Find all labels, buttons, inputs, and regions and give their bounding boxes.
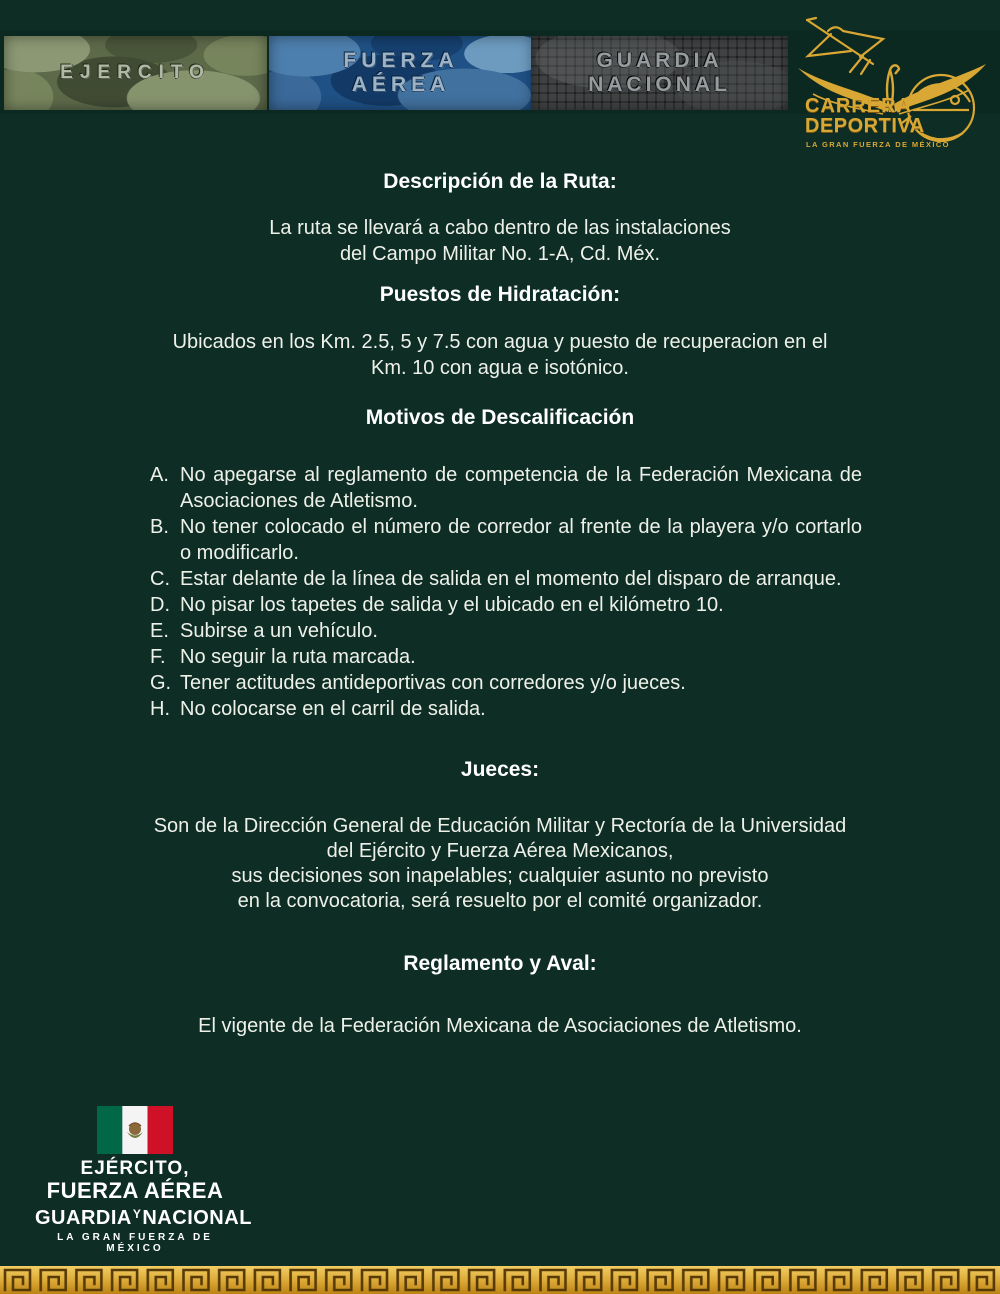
section-title-ruta: Descripción de la Ruta: [383,170,617,193]
banner-fuerza-aerea-line2: AÉREA [351,73,451,96]
banner-guardia-nacional [531,36,788,110]
org-line2: FUERZA AÉREA [46,1178,224,1203]
banner-guardia-nacional-line1: GUARDIA [596,49,723,72]
section-title-motivos: Motivos de Descalificación [365,406,635,429]
disqualification-item-e [150,618,862,644]
banner-fuerza-aerea-label [269,36,533,110]
item-text: No colocarse en el carril de salida. [180,698,486,720]
greek-key-border [0,1266,1000,1294]
item-marker: F. [150,646,166,668]
disqualification-list [150,462,862,722]
section-body-ruta [0,215,1000,267]
banner-ejercito-text: EJERCITO [60,62,211,83]
section-body-jueces [0,814,1000,914]
item-text: No seguir la ruta marcada. [180,646,416,668]
item-text: No apegarse al reglamento de competencia de la Federación Mexicana de Asociaciones de Atletismo. [180,464,862,512]
banner-guardia-nacional-line2: NACIONAL [588,73,731,96]
logo-title-line1: CARRERA [805,95,912,117]
jet-icon [807,18,883,74]
section-body-hidratacion [0,329,1000,381]
item-text: Subirse a un vehículo. [180,620,378,642]
logo-title-line2: DEPORTIVA [805,115,925,137]
jueces-line4: en la convocatoria, será resuelto por el comité organizador. [237,890,763,912]
jueces-line3: sus decisiones son inapelables; cualquier asunto no previsto [231,865,769,887]
item-text: Estar delante de la línea de salida en el momento del disparo de arranque. [180,568,842,590]
jueces-line1: Son de la Dirección General de Educación Militar y Rectoría de la Universidad [153,815,847,837]
item-marker: G. [150,672,172,694]
item-marker: E. [150,620,169,642]
disqualification-item-g [150,670,862,696]
org-line3-guardia: GUARDIA [35,1207,132,1229]
org-line1: EJÉRCITO, [80,1158,190,1179]
disqualification-item-h [150,696,862,722]
disqualification-item-c [150,566,862,592]
section-body-reglamento [0,1013,1000,1039]
item-text: No tener colocado el número de corredor al frente de la playera y/o cortarlo o modificarlo. [180,516,862,564]
org-tagline: LA GRAN FUERZA DE MÉXICO [57,1232,213,1254]
banner-ejercito [4,36,267,110]
banner-fuerza-aerea [269,36,533,110]
org-line3 [35,1203,252,1229]
item-marker: B. [150,516,169,538]
hidratacion-line1: Ubicados en los Km. 2.5, 5 y 7.5 con agua y puesto de recuperacion en el [172,331,828,353]
ruta-line1: La ruta se llevará a cabo dentro de las instalaciones [269,217,731,239]
item-text: No pisar los tapetes de salida y el ubicado en el kilómetro 10. [180,594,724,616]
org-line3-nacional: NACIONAL [142,1207,252,1229]
section-title-reglamento: Reglamento y Aval: [403,952,597,975]
ruta-line2: del Campo Militar No. 1-A, Cd. Méx. [339,243,661,265]
item-marker: A. [150,464,169,486]
disqualification-item-a [150,462,862,514]
hidratacion-line2: Km. 10 con agua e isotónico. [371,357,629,379]
section-title-jueces: Jueces: [460,758,540,781]
disqualification-item-b [150,514,862,566]
disqualification-item-d [150,592,862,618]
item-marker: H. [150,698,170,720]
carrera-deportiva-logo [793,4,991,156]
org-line3-conjunction: Y [132,1207,142,1221]
reglamento-line1: El vigente de la Federación Mexicana de Asociaciones de Atletismo. [198,1015,802,1037]
item-marker: D. [150,594,170,616]
item-marker: C. [150,568,170,590]
disqualification-item-f [150,644,862,670]
section-title-hidratacion: Puestos de Hidratación: [379,283,621,306]
banner-guardia-nacional-label [531,36,788,110]
banner-fuerza-aerea-line1: FUERZA [343,49,459,72]
item-text: Tener actitudes antideportivas con corredores y/o jueces. [180,672,686,694]
banner-ejercito-label [4,36,267,110]
footer-institutional-logo [35,1106,252,1254]
mexico-flag-icon [97,1106,173,1154]
logo-tagline: LA GRAN FUERZA DE MÉXICO [806,140,950,149]
jueces-line2: del Ejército y Fuerza Aérea Mexicanos, [326,840,674,862]
